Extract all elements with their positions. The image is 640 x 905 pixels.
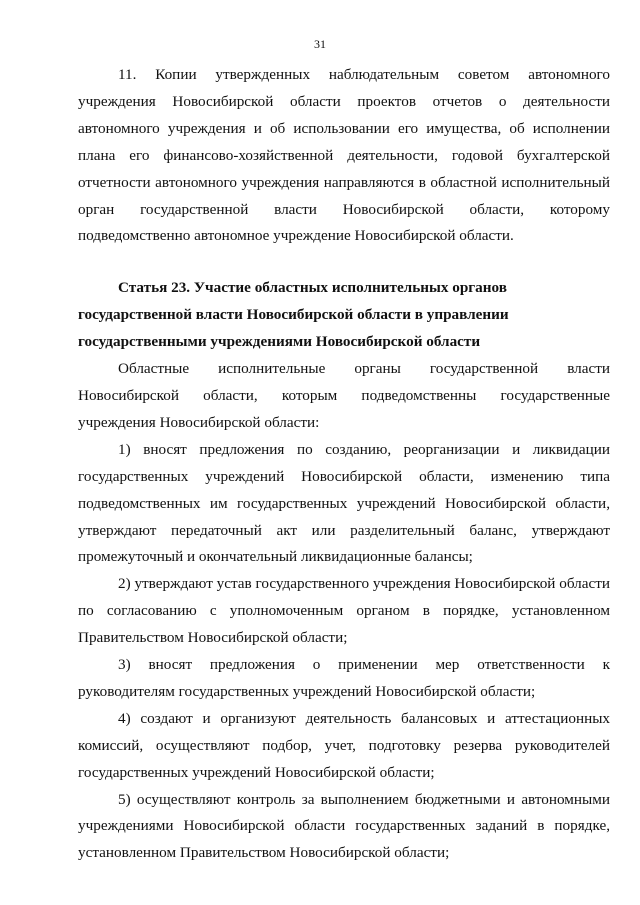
list-item-5: 5) осуществляют контроль за выполнением бюджетными и автономными учреждениями Новосибирской области государственных заданий в порядке, установленном Правительством Новосибирской области; — [78, 790, 610, 862]
article-title: Участие областных исполнительных органов государственной власти Новосибирской области в управлении государственными учреждениями Новосибирской области — [78, 279, 509, 351]
list-item-4: 4) создают и организуют деятельность балансовых и аттестационных комиссий, осуществляют подбор, учет, подготовку резерва руководителей государственных учреждений Новосибирской области; — [78, 709, 610, 781]
page-number: 31 — [314, 37, 326, 51]
list-item-2: 2) утверждают устав государственного учреждения Новосибирской области по согласованию с уполномоченным органом в порядке, установленном Правительством Новосибирской области; — [78, 575, 610, 647]
article-heading — [78, 275, 610, 356]
article-number: Статья 23. — [118, 279, 191, 297]
list-item-3: 3) вносят предложения о применении мер ответственности к руководителям государственных учреждений Новосибирской области; — [78, 656, 610, 700]
document-body — [78, 62, 610, 867]
paragraph-item-11: 11. Копии утвержденных наблюдательным советом автономного учреждения Новосибирской области проектов отчетов о деятельности автономного учреждения и об использовании его имущества, об исполнении плана его финансово-хозяйственной деятельности, годовой бухгалтерской отчетности автономного учреждения направляются в областной исполнительный орган государственной власти Новосибирской области, которому подведомственно автономное учреждение Новосибирской области. — [78, 66, 610, 245]
list-item-1: 1) вносят предложения по созданию, реорганизации и ликвидации государственных учреждений Новосибирской области, изменению типа подведомственных им государственных учреждений Новосибирской области, утверждают передаточный акт или разделительный баланс, утверждают промежуточный и окончательный ликвидационные балансы; — [78, 440, 610, 566]
article-intro-paragraph: Областные исполнительные органы государственной власти Новосибирской области, которым подведомственны государственные учреждения Новосибирской области: — [78, 360, 610, 431]
